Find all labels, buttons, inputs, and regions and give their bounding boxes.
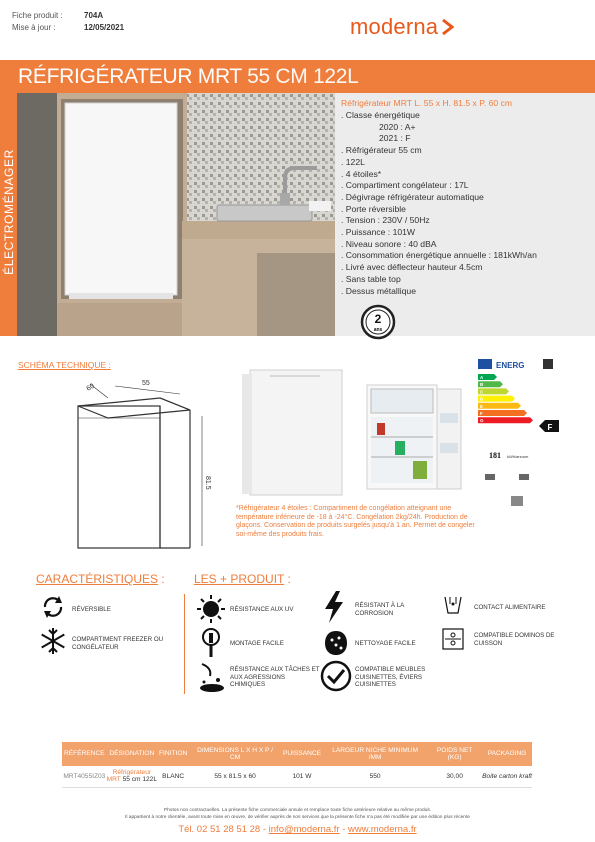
- designation-c: 55 cm 122L: [122, 776, 158, 784]
- category-label: ÉLECTROMÉNAGER: [2, 149, 16, 275]
- technical-drawing: [60, 376, 230, 556]
- induction-icon: [442, 628, 464, 650]
- section-divider: [184, 594, 185, 694]
- page-title: [18, 65, 359, 89]
- col-header: LARGEUR NICHE MINIMUM /MM: [323, 742, 427, 766]
- col-header: POIDS NET (KG): [427, 742, 482, 766]
- chevron-right-icon: [441, 19, 455, 35]
- plus-label: COMPATIBLE MEUBLES CUISINETTES, ÉVIERS CUISINETTES: [355, 666, 426, 688]
- food-contact-icon: [442, 594, 464, 616]
- energy-bar-label: A: [480, 375, 484, 380]
- designation-a: Réfrigérateur: [112, 768, 152, 776]
- brand-name: moderna: [350, 14, 439, 39]
- plus-label: MONTAGE FACILE: [230, 640, 284, 647]
- energy-label: [475, 356, 560, 516]
- energy-bar-label: D: [480, 396, 484, 402]
- energy-consumption: 181: [489, 451, 501, 460]
- energy-header: ENERG: [496, 361, 525, 370]
- contact-line: [0, 824, 595, 835]
- pluses-title: LES + PRODUIT :: [194, 572, 291, 586]
- plus-label: NETTOYAGE FACILE: [355, 640, 416, 647]
- col-header: RÉFÉRENCE: [62, 742, 107, 766]
- contact-email-link[interactable]: info@moderna.fr: [268, 824, 340, 835]
- energy-bar-label: B: [480, 382, 484, 388]
- lightning-icon: [322, 590, 346, 624]
- pluses-title-text: LES + PRODUIT: [194, 572, 285, 586]
- sun-icon: [196, 594, 226, 624]
- features-title-text: CARACTÉRISTIQUES: [36, 572, 159, 586]
- contact-phone: Tél. 02 51 28 51 28: [178, 824, 261, 835]
- fridge-open-image: [365, 383, 465, 493]
- energy-bar-e: [478, 403, 521, 409]
- designation-b: MRT: [106, 776, 121, 784]
- spec-item: . Dessus métallique: [341, 285, 416, 296]
- spec-item: . Sans table top: [341, 273, 401, 284]
- energy-bar-label: E: [480, 403, 484, 409]
- col-header: PACKAGING: [482, 742, 532, 766]
- spec-item: 2021 : F: [379, 133, 411, 144]
- col-header: DIMENSIONS L X H X P / CM: [189, 742, 281, 766]
- contact-sep: -: [339, 824, 349, 835]
- eu-flag-icon: [478, 359, 492, 369]
- col-header: FINITION: [157, 742, 189, 766]
- kitchen-photo: [17, 93, 335, 336]
- cell-dimensions: 55 x 81.5 x 60: [189, 766, 281, 787]
- warranty-number: 2: [374, 312, 382, 326]
- product-meta: [12, 10, 124, 34]
- schema-title: SCHÉMA TECHNIQUE :: [18, 360, 111, 370]
- product-photo: [17, 93, 335, 336]
- spec-item: . Puissance : 101W: [341, 227, 416, 238]
- spec-item: . Compartiment congélateur : 17L: [341, 180, 469, 191]
- title-sub: 55 CM 122L: [247, 65, 359, 88]
- table-row: [62, 766, 532, 787]
- energy-bar-label: G: [480, 418, 484, 424]
- title-bar: [0, 60, 595, 93]
- cell-packaging: Boite carton kraft: [482, 766, 532, 787]
- warranty-icon: [360, 304, 396, 340]
- feature-label: COMPARTIMENT FREEZER OU CONGÉLATEUR: [72, 636, 164, 651]
- ref-label: Fiche produit :: [12, 11, 63, 20]
- spec-item: . Classe énergétique: [341, 110, 420, 120]
- spec-item: . Niveau sonore : 40 dBA: [341, 238, 437, 249]
- dim-height: 81.5: [204, 476, 211, 490]
- spec-item: . Consommation énergétique annuelle : 181kWh/an: [341, 250, 537, 261]
- screwdriver-icon: [198, 628, 224, 658]
- contact-sep: -: [260, 824, 269, 835]
- spec-item: . 4 étoiles*: [341, 168, 382, 179]
- contact-website-link[interactable]: www.moderna.fr: [348, 824, 417, 835]
- warranty-badge: [360, 304, 396, 340]
- dim-width: 55: [142, 380, 150, 387]
- col-header: PUISSANCE: [281, 742, 323, 766]
- date-label: Mise à jour :: [12, 23, 56, 32]
- plus-label: RÉSISTANCE AUX TÂCHES ET AUX AGRESSIONS CHIMIQUES: [230, 666, 320, 688]
- spec-panel: [335, 93, 595, 336]
- category-band: [0, 93, 17, 336]
- cell-ref: MRT4055IZ03: [62, 766, 107, 787]
- snowflake-icon: [38, 626, 68, 656]
- spec-heading: Réfrigérateur MRT L. 55 x H. 81.5 x P. 60 cm: [341, 98, 512, 108]
- ref-value: 704A: [84, 11, 104, 20]
- plus-label: RÉSISTANT À LA CORROSION: [355, 602, 404, 617]
- feature-label: RÉVERSIBLE: [72, 606, 111, 613]
- spec-item: . Porte réversible: [341, 203, 406, 214]
- reversible-icon: [40, 594, 66, 620]
- cell-finition: BLANC: [157, 766, 189, 787]
- cell-designation: [107, 766, 157, 787]
- energy-class: F: [547, 423, 553, 432]
- energy-bar-label: C: [480, 389, 484, 395]
- product-table: [62, 742, 532, 788]
- spec-item: . 122L: [341, 156, 365, 167]
- spec-item: . Tension : 230V / 50Hz: [341, 215, 430, 226]
- disclaimer-line: Il appartient à notre clientèle, avant toute mise en œuvre, de vérifier auprès de nos services que la présente fiche n'a pas été modifiée par une édition plus récente: [125, 814, 470, 820]
- spec-item: . Dégivrage réfrigérateur automatique: [341, 191, 484, 202]
- fridge-closed-image: [240, 364, 350, 499]
- checkmark-icon: [320, 660, 352, 692]
- title-main: RÉFRIGÉRATEUR MRT: [18, 65, 242, 88]
- plus-label: CONTACT ALIMENTAIRE: [474, 604, 546, 611]
- spec-item: 2020 : A+: [379, 121, 416, 132]
- cell-niche: 550: [323, 766, 427, 787]
- energy-bar-f: [478, 410, 527, 416]
- warranty-unit: ans: [373, 327, 383, 333]
- features-title: CARACTÉRISTIQUES :: [36, 572, 165, 586]
- brand-logo: [350, 14, 455, 40]
- qr-code-icon: [543, 359, 553, 369]
- energy-bar-g: [478, 417, 533, 423]
- disclaimer-line: Photos non contractuelles. La présente fiche commerciale annule et remplace toute fiche antérieure relative au même produit.: [163, 808, 432, 813]
- table-header-row: [62, 742, 532, 766]
- plus-label: RÉSISTANCE AUX UV: [230, 606, 294, 613]
- energy-consumption-unit: kWh/annum: [507, 454, 529, 459]
- cell-puissance: 101 W: [281, 766, 323, 787]
- date-value: 12/05/2021: [84, 23, 125, 32]
- energy-bar-d: [478, 396, 515, 402]
- plus-label: COMPATIBLE DOMINOS DE CUISSON: [474, 632, 555, 647]
- stain-icon: [196, 660, 228, 694]
- spec-item: . Livré avec déflecteur hauteur 4.5cm: [341, 262, 483, 273]
- cell-poids: 30,00: [427, 766, 482, 787]
- spec-item: . Réfrigérateur 55 cm: [341, 145, 422, 156]
- four-star-note: *Réfrigérateur 4 étoiles : Compartiment de congélation atteignant une température inférieure de -18 à -24°C. Congélation 2kg/24h. Production de glaçons. Conservation de produits surgelés jusqu'à 1 an. Permet de congeler soi-même des produits frais.: [236, 505, 475, 539]
- col-header: DÉSIGNATION: [107, 742, 157, 766]
- sponge-icon: [322, 628, 350, 658]
- disclaimer: [0, 808, 595, 821]
- dim-depth: 60: [85, 382, 96, 393]
- energy-bar-label: F: [480, 411, 483, 416]
